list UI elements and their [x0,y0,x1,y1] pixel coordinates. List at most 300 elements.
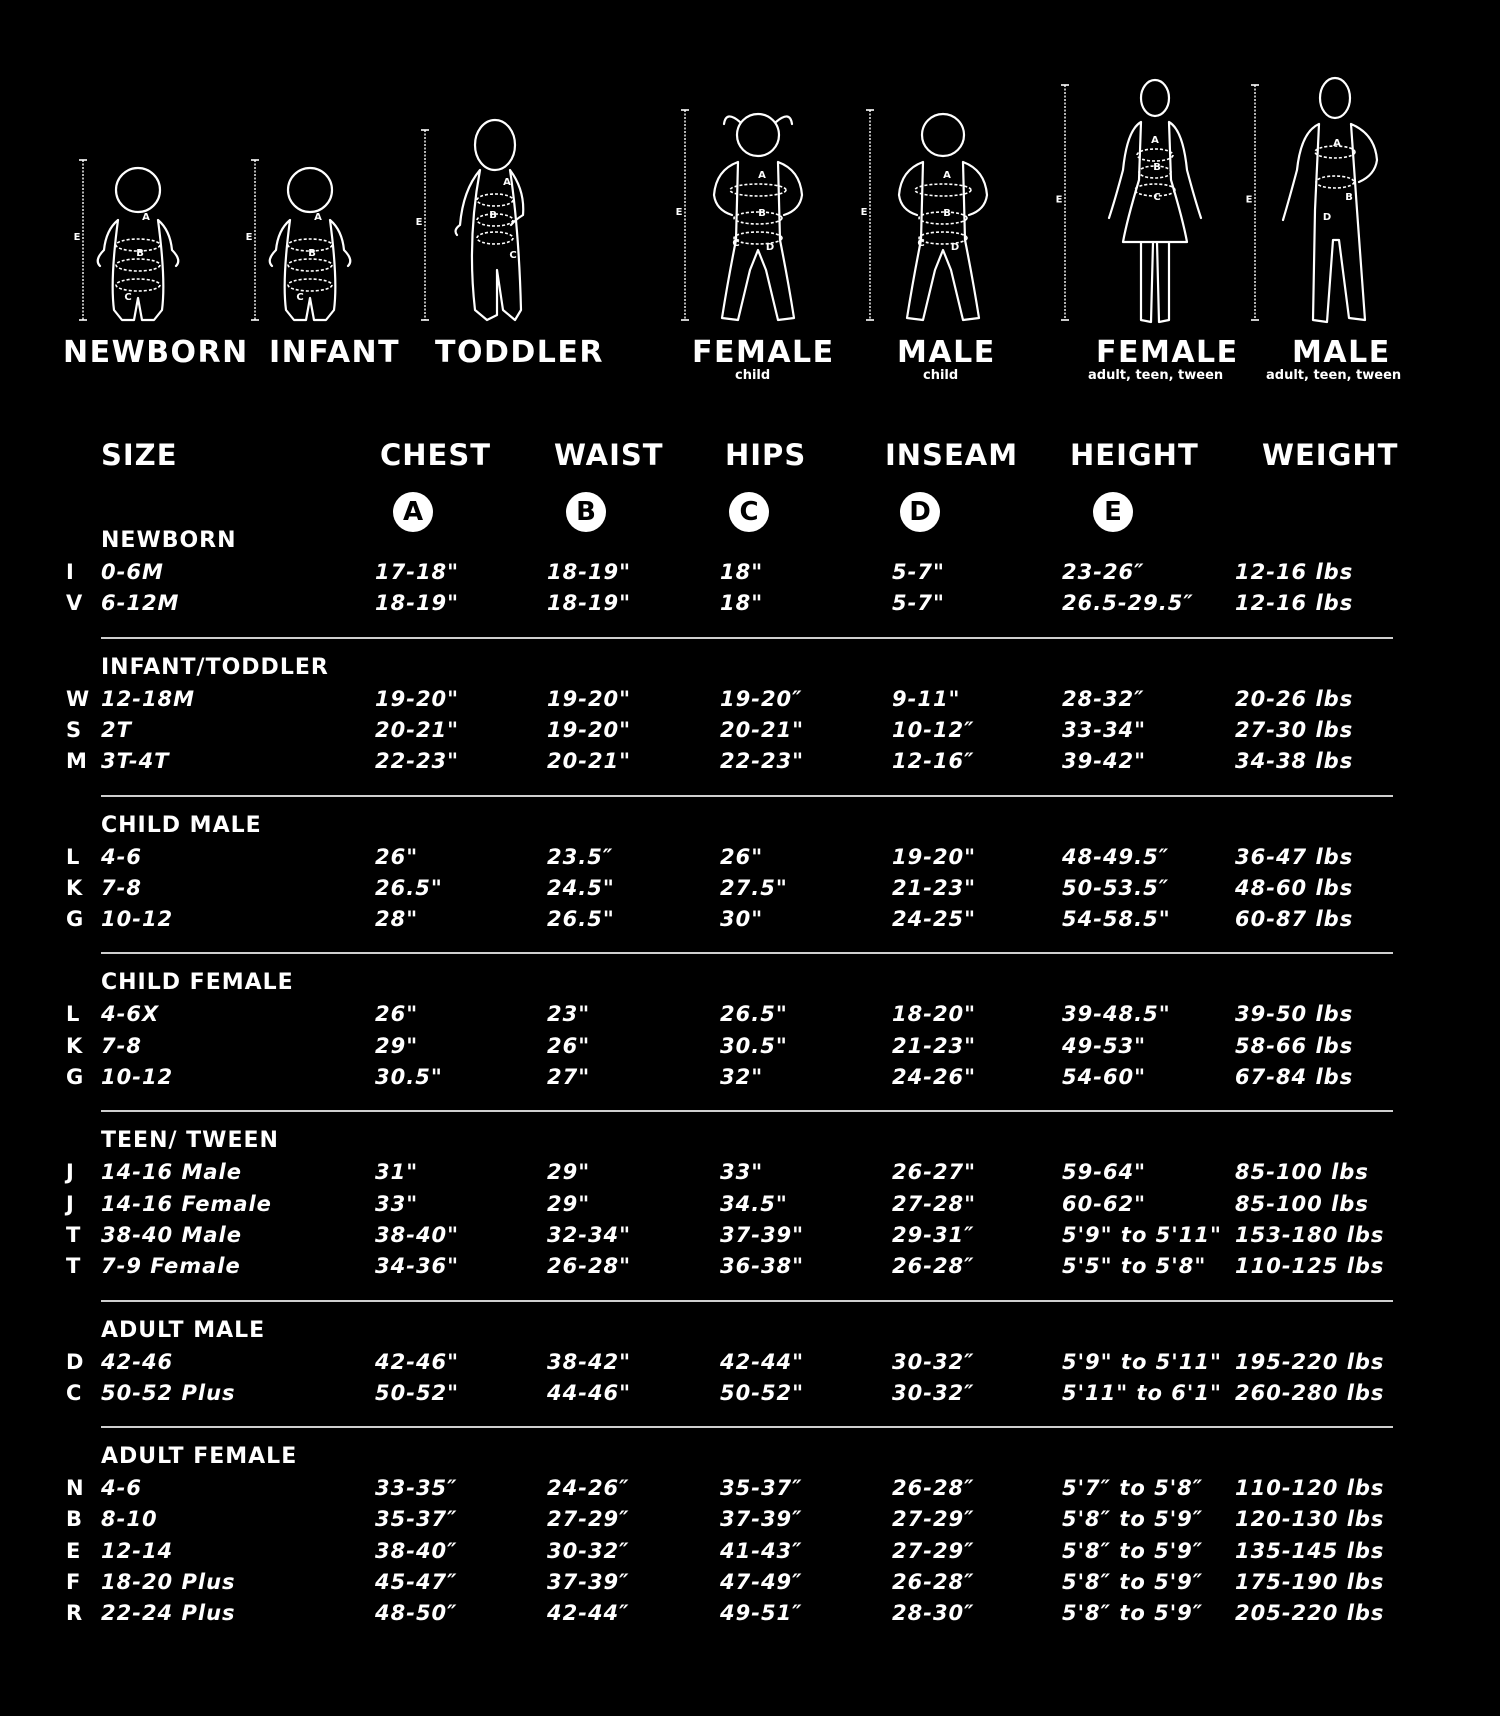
cell-size: 4-6X [101,1002,160,1027]
chest-band [477,194,513,206]
size-code: J [66,1191,74,1216]
cell-chest: 26" [375,844,419,869]
waist-band [288,259,332,271]
size-code: S [66,717,82,742]
cell-height: 54-58.5" [1062,907,1171,932]
size-code: I [66,560,74,584]
cell-size: 0-6M [101,560,164,584]
body-outline [270,220,351,320]
table-row [0,1160,1500,1191]
cell-hips: 36-38" [720,1254,805,1279]
cell-weight: 85-100 lbs [1235,1160,1369,1185]
cell-hips: 26.5" [720,1002,788,1027]
cell-waist: 37-39″ [547,1569,630,1594]
cell-chest: 22-23" [375,749,460,774]
cell-waist: 23" [547,1002,591,1027]
figure-sublabel: child [923,368,959,383]
head-outline [1141,80,1169,116]
figure-newborn-silhouette [58,70,228,330]
table-row [0,1476,1500,1507]
cell-inseam: 10-12″ [892,717,975,742]
body-outline [98,220,179,320]
hips-band [734,232,782,244]
cell-weight: 12-16 lbs [1235,591,1354,616]
body-outline [456,170,524,320]
waist-band [116,259,160,271]
cell-inseam: 27-29″ [892,1507,975,1532]
group-title: TEEN/ TWEEN [101,1128,279,1154]
mark-e: E [860,207,868,218]
cell-chest: 17-18" [375,560,460,584]
cell-waist: 24-26″ [547,1476,630,1501]
size-code: K [66,1033,83,1058]
cell-height: 50-53.5″ [1062,875,1170,900]
head-outline [288,168,332,212]
cell-size: 12-18M [101,686,196,711]
cell-chest: 31" [375,1160,419,1185]
cell-height: 5'8″ to 5'9″ [1062,1601,1204,1626]
mark-c: C [296,292,304,303]
figure-male-adult [1240,70,1410,390]
table-row [0,1223,1500,1254]
mark-b: B [136,248,144,259]
cell-chest: 19-20" [375,686,460,711]
group-title: CHILD FEMALE [101,970,294,996]
size-code: D [66,1349,84,1374]
size-code: B [66,1507,83,1532]
cell-size: 2T [101,717,132,742]
cell-waist: 30-32″ [547,1538,630,1563]
cell-size: 22-24 Plus [101,1601,236,1626]
table-row [0,560,1500,591]
hips-band [288,279,332,291]
cell-weight: 110-125 lbs [1235,1254,1385,1279]
size-code: M [66,749,87,774]
cell-hips: 35-37″ [720,1476,803,1501]
cell-weight: 27-30 lbs [1235,717,1354,742]
cell-hips: 22-23" [720,749,805,774]
mark-c: C [732,238,740,249]
group-divider [101,1110,1393,1112]
cell-size: 50-52 Plus [101,1380,236,1405]
column-header-chest: CHEST [380,438,492,472]
cell-weight: 195-220 lbs [1235,1349,1385,1374]
cell-inseam: 21-23" [892,1033,977,1058]
cell-inseam: 24-26" [892,1064,977,1089]
table-row [0,907,1500,938]
table-row [0,1254,1500,1285]
cell-height: 5'9" to 5'11" [1062,1349,1222,1374]
cell-weight: 34-38 lbs [1235,749,1354,774]
cell-weight: 39-50 lbs [1235,1002,1354,1027]
cell-height: 23-26″ [1062,560,1145,584]
table-row [0,1539,1500,1570]
cell-hips: 18" [720,560,764,584]
cell-waist: 19-20" [547,686,632,711]
column-header-weight: WEIGHT [1262,438,1399,472]
size-code: G [66,1064,84,1089]
size-code: R [66,1601,83,1626]
column-header-waist: WAIST [554,438,664,472]
mark-d: D [1322,212,1332,223]
table-row [0,591,1500,622]
cell-weight: 110-120 lbs [1235,1476,1385,1501]
cell-chest: 26.5" [375,875,443,900]
cell-inseam: 26-28″ [892,1476,975,1501]
group-divider [101,1426,1393,1428]
measurement-key-e: E [1093,492,1133,532]
cell-height: 5'8″ to 5'9″ [1062,1538,1204,1563]
table-row [0,1350,1500,1381]
cell-chest: 33" [375,1191,419,1216]
cell-weight: 205-220 lbs [1235,1601,1385,1626]
cell-inseam: 5-7" [892,591,945,616]
figure-label: MALE [897,335,996,370]
cell-hips: 49-51″ [720,1601,803,1626]
cell-chest: 26" [375,1002,419,1027]
cell-hips: 50-52" [720,1380,805,1405]
cell-hips: 32" [720,1064,764,1089]
column-header-inseam: INSEAM [885,438,1019,472]
figure-label: NEWBORN [63,335,249,370]
cell-height: 5'9" to 5'11" [1062,1222,1222,1247]
cell-inseam: 27-28" [892,1191,977,1216]
group-title: INFANT/TODDLER [101,654,329,680]
cell-waist: 42-44″ [547,1601,630,1626]
column-header-hips: HIPS [725,438,807,472]
cell-weight: 60-87 lbs [1235,907,1354,932]
figure-sublabel: adult, teen, tween [1266,368,1402,383]
cell-size: 14-16 Female [101,1191,272,1216]
cell-hips: 20-21" [720,717,805,742]
cell-height: 5'11" to 6'1" [1062,1380,1222,1405]
size-code: K [66,875,83,900]
cell-height: 5'7″ to 5'8″ [1062,1476,1204,1501]
waist-band [1316,176,1354,188]
mark-c: C [509,250,517,261]
cell-hips: 47-49″ [720,1569,803,1594]
cell-inseam: 29-31″ [892,1222,975,1247]
cell-waist: 18-19" [547,560,632,584]
cell-size: 4-6 [101,844,142,869]
hips-band [919,232,967,244]
cell-hips: 19-20″ [720,686,803,711]
cell-height: 33-34" [1062,717,1147,742]
cell-chest: 33-35″ [375,1476,458,1501]
figure-female-adult [1055,70,1239,390]
cell-chest: 28" [375,907,419,932]
cell-size: 18-20 Plus [101,1569,236,1594]
group-divider [101,1300,1393,1302]
cell-hips: 41-43″ [720,1538,803,1563]
head-outline [475,120,515,170]
figure-male-child-silhouette [860,70,1015,330]
cell-hips: 30" [720,907,764,932]
size-code: E [66,1538,81,1563]
table-row [0,845,1500,876]
cell-waist: 24.5" [547,875,615,900]
mark-a: A [314,212,322,223]
cell-inseam: 26-28″ [892,1254,975,1279]
cell-chest: 29" [375,1033,419,1058]
cell-inseam: 27-29″ [892,1538,975,1563]
cell-weight: 135-145 lbs [1235,1538,1385,1563]
group-title: NEWBORN [101,528,237,553]
size-code: T [66,1222,81,1247]
cell-hips: 33" [720,1160,764,1185]
cell-size: 7-9 Female [101,1254,241,1279]
figure-label: TODDLER [435,335,604,370]
mark-e: E [73,232,81,243]
measurement-key-a: A [393,492,433,532]
cell-inseam: 5-7" [892,560,945,584]
table-row [0,1192,1500,1223]
cell-weight: 12-16 lbs [1235,560,1354,584]
cell-inseam: 30-32″ [892,1380,975,1405]
column-header-size: SIZE [101,438,178,472]
cell-chest: 38-40" [375,1222,460,1247]
size-code: T [66,1254,81,1279]
mark-b: B [1153,162,1161,173]
table-row [0,687,1500,718]
head-outline [1320,78,1350,118]
cell-chest: 18-19" [375,591,460,616]
figure-male-adult-silhouette [1240,70,1410,330]
mark-b: B [758,208,766,219]
cell-hips: 37-39″ [720,1507,803,1532]
table-row [0,718,1500,749]
cell-chest: 50-52" [375,1380,460,1405]
mark-e: E [675,207,683,218]
mark-a: A [943,170,951,181]
table-row [0,1570,1500,1601]
cell-waist: 27-29″ [547,1507,630,1532]
cell-waist: 19-20" [547,717,632,742]
cell-waist: 18-19" [547,591,632,616]
cell-size: 42-46 [101,1349,174,1374]
body-outline [899,162,987,320]
measurement-key-d: D [900,492,940,532]
cell-chest: 48-50″ [375,1601,458,1626]
table-row [0,876,1500,907]
cell-weight: 153-180 lbs [1235,1222,1385,1247]
cell-chest: 38-40″ [375,1538,458,1563]
cell-height: 5'8″ to 5'9″ [1062,1569,1204,1594]
figure-infant-silhouette [245,70,395,330]
cell-height: 26.5-29.5″ [1062,591,1194,616]
cell-inseam: 12-16″ [892,749,975,774]
mark-e: E [1055,194,1063,206]
mark-c: C [124,292,132,303]
cell-hips: 27.5" [720,875,788,900]
mark-e: E [245,232,253,243]
cell-inseam: 28-30″ [892,1601,975,1626]
size-code: W [66,686,90,711]
head-outline [116,168,160,212]
cell-waist: 32-34" [547,1222,632,1247]
chest-band [1137,149,1173,161]
cell-hips: 26" [720,844,764,869]
figure-label: INFANT [269,335,401,370]
mark-a: A [758,170,766,181]
group-title: ADULT FEMALE [101,1444,298,1470]
measurement-key-c: C [729,492,769,532]
mark-b: B [308,248,316,259]
mark-a: A [142,212,150,223]
cell-hips: 18" [720,591,764,616]
cell-size: 6-12M [101,591,180,616]
cell-hips: 42-44" [720,1349,805,1374]
head-outline [922,114,964,156]
table-row [0,1381,1500,1412]
cell-chest: 20-21" [375,717,460,742]
cell-height: 48-49.5″ [1062,844,1170,869]
mark-a: A [1333,138,1341,149]
cell-size: 10-12 [101,907,174,932]
cell-hips: 37-39" [720,1222,805,1247]
figure-infant [245,70,401,390]
cell-weight: 67-84 lbs [1235,1064,1354,1089]
table-row [0,1065,1500,1096]
cell-size: 10-12 [101,1064,174,1089]
cell-hips: 30.5" [720,1033,788,1058]
figure-female-child-silhouette [675,70,830,330]
table-row [0,1034,1500,1065]
cell-weight: 120-130 lbs [1235,1507,1385,1532]
size-code: L [66,844,80,869]
figure-newborn [58,70,249,390]
cell-size: 14-16 Male [101,1160,242,1185]
mark-c: C [1153,192,1161,203]
mark-d: D [765,242,775,253]
mark-e: E [415,217,423,228]
cell-inseam: 26-28″ [892,1569,975,1594]
pigtails-outline [724,116,792,124]
size-code: V [66,591,83,616]
cell-weight: 20-26 lbs [1235,686,1354,711]
measurement-key-b: B [566,492,606,532]
figure-label: MALE [1292,335,1391,370]
table-row [0,1507,1500,1538]
mark-a: A [503,177,511,188]
cell-size: 8-10 [101,1507,158,1532]
cell-height: 28-32″ [1062,686,1145,711]
mark-c: C [917,238,925,249]
cell-weight: 58-66 lbs [1235,1033,1354,1058]
cell-chest: 30.5" [375,1064,443,1089]
size-code: F [66,1569,81,1594]
column-header-height: HEIGHT [1070,438,1199,472]
body-outline [1109,122,1201,322]
mark-b: B [943,208,951,219]
figure-sublabel: child [735,368,771,383]
group-title: ADULT MALE [101,1317,266,1343]
cell-height: 39-48.5" [1062,1002,1171,1027]
body-outline [1283,124,1377,322]
cell-weight: 48-60 lbs [1235,875,1354,900]
cell-hips: 34.5" [720,1191,788,1216]
size-code: L [66,1002,80,1027]
size-code: C [66,1380,82,1405]
cell-height: 59-64" [1062,1160,1147,1185]
cell-height: 54-60" [1062,1064,1147,1089]
cell-inseam: 9-11" [892,686,961,711]
cell-inseam: 21-23" [892,875,977,900]
cell-waist: 26" [547,1033,591,1058]
figure-sublabel: adult, teen, tween [1088,368,1224,383]
size-code: G [66,907,84,932]
cell-waist: 23.5″ [547,844,614,869]
head-outline [737,114,779,156]
cell-inseam: 18-20" [892,1002,977,1027]
table-row [0,1002,1500,1033]
table-row [0,749,1500,780]
figure-female-child [675,70,835,390]
cell-waist: 29" [547,1160,591,1185]
figure-male-child [860,70,1015,390]
mark-e: E [1245,194,1253,206]
cell-weight: 175-190 lbs [1235,1569,1385,1594]
size-code: N [66,1476,84,1501]
figure-label: FEMALE [692,335,835,370]
cell-waist: 38-42" [547,1349,632,1374]
cell-size: 4-6 [101,1476,142,1501]
mark-a: A [1151,135,1159,146]
body-outline [714,162,802,320]
cell-size: 7-8 [101,1033,142,1058]
cell-height: 39-42" [1062,749,1147,774]
cell-inseam: 30-32″ [892,1349,975,1374]
group-divider [101,952,1393,954]
cell-waist: 29" [547,1191,591,1216]
mark-b: B [1345,192,1353,203]
cell-waist: 20-21" [547,749,632,774]
cell-chest: 42-46" [375,1349,460,1374]
figure-female-adult-silhouette [1055,70,1230,330]
cell-height: 5'8″ to 5'9″ [1062,1507,1204,1532]
cell-inseam: 26-27" [892,1160,977,1185]
size-code: J [66,1160,74,1185]
table-row [0,1601,1500,1632]
cell-height: 60-62" [1062,1191,1147,1216]
cell-size: 7-8 [101,875,142,900]
group-title: CHILD MALE [101,812,262,838]
group-divider [101,637,1393,639]
cell-size: 3T-4T [101,749,170,774]
cell-height: 5'5" to 5'8" [1062,1254,1207,1279]
cell-waist: 26-28" [547,1254,632,1279]
cell-chest: 35-37″ [375,1507,458,1532]
cell-weight: 260-280 lbs [1235,1380,1385,1405]
mark-b: B [489,210,497,221]
cell-size: 38-40 Male [101,1222,242,1247]
mark-d: D [950,242,960,253]
cell-inseam: 19-20" [892,844,977,869]
cell-inseam: 24-25" [892,907,977,932]
group-divider [101,795,1393,797]
cell-waist: 44-46" [547,1380,632,1405]
cell-chest: 34-36" [375,1254,460,1279]
cell-waist: 26.5" [547,907,615,932]
cell-waist: 27" [547,1064,591,1089]
figure-toddler-silhouette [415,70,590,330]
cell-weight: 85-100 lbs [1235,1191,1369,1216]
figure-label: FEMALE [1096,335,1239,370]
hips-band [477,232,513,244]
cell-size: 12-14 [101,1538,174,1563]
figure-toddler [415,70,604,390]
cell-weight: 36-47 lbs [1235,844,1354,869]
